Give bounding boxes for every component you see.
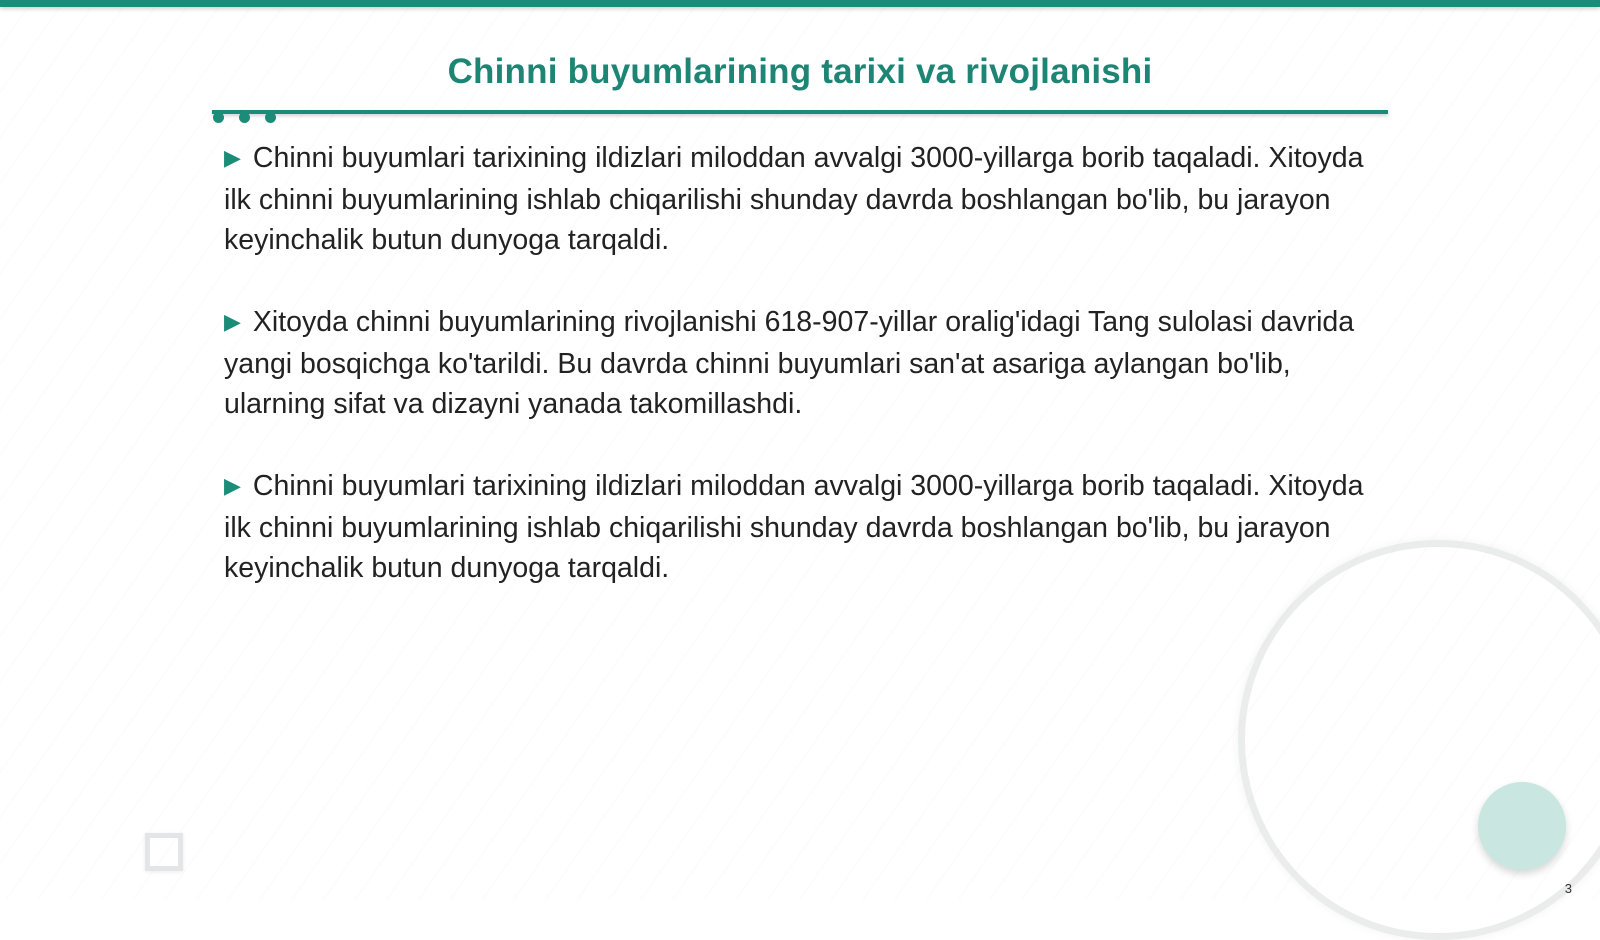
decorative-dot <box>265 112 276 123</box>
bullet-item <box>224 138 1384 260</box>
decorative-circle <box>1478 782 1566 870</box>
page-number: 3 <box>1564 881 1572 896</box>
triangle-right-icon: ▶ <box>224 473 241 498</box>
decorative-square <box>145 833 183 871</box>
bullet-item <box>224 466 1384 588</box>
triangle-right-icon: ▶ <box>224 145 241 170</box>
decorative-dot <box>239 112 250 123</box>
decorative-dot <box>213 112 224 123</box>
triangle-right-icon: ▶ <box>224 309 241 334</box>
bullet-item <box>224 302 1384 424</box>
bullet-text: Xitoyda chinni buyumlarining rivojlanishi 618-907-yillar oralig'idagi Tang sulolasi davrida yangi bosqichga ko'tarildi. Bu davrda chinni buyumlari san'at asariga aylangan bo'lib, ularning sifat va dizayni yanada takomillashdi. <box>224 306 1355 420</box>
bullet-text: Chinni buyumlari tarixining ildizlari miloddan avvalgi 3000-yillarga borib taqaladi. Xitoyda ilk chinni buyumlarining ishlab chiqarilishi shunday davrda boshlangan bo'lib, bu jarayon keyinchalik butun dunyoga tarqaldi. <box>224 470 1364 584</box>
slide-title: Chinni buyumlarining tarixi va rivojlanishi <box>447 52 1153 91</box>
bullet-list <box>224 138 1384 630</box>
top-accent-bar <box>0 0 1600 7</box>
title-underline <box>212 110 1388 114</box>
bullet-text: Chinni buyumlari tarixining ildizlari miloddan avvalgi 3000-yillarga borib taqaladi. Xitoyda ilk chinni buyumlarining ishlab chiqarilishi shunday davrda boshlangan bo'lib, bu jarayon keyinchalik butun dunyoga tarqaldi. <box>224 142 1364 256</box>
